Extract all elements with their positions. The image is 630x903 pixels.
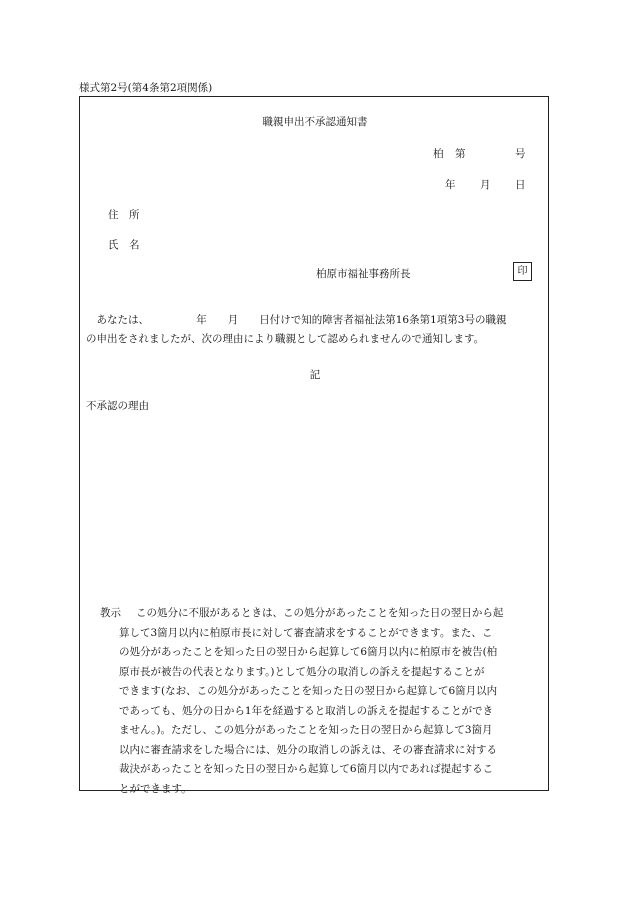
doc-number-dai: 第 <box>455 148 466 160</box>
notice-line: ません。)。ただし、この処分があったことを知った日の翌日から起算して3箇月 <box>119 724 493 736</box>
date-month: 月 <box>480 179 491 191</box>
body-line: あなたは、 年 月 日付けで知的障害者福祉法第16条第1項第3号の職親 <box>86 314 507 326</box>
name-label: 氏 名 <box>108 239 140 251</box>
notice-line <box>100 604 540 624</box>
notification-body <box>86 311 544 349</box>
notice-line: 裁決があったことを知った日の翌日から起算して6箇月以内であれば提起するこ <box>119 763 494 775</box>
form-caption: 様式第2号(第4条第2項関係) <box>79 82 213 94</box>
date-day: 日 <box>515 179 526 191</box>
document-title: 職親申出不承認通知書 <box>262 116 368 128</box>
notice-line: とができます。 <box>119 782 192 795</box>
date-year: 年 <box>445 179 456 191</box>
address-label: 住 所 <box>108 209 140 221</box>
notice-line: 算して3箇月以内に柏原市長に対して審査請求をすることができます。また、こ <box>119 626 493 639</box>
notice-line: できます(なお、この処分があったことを知った日の翌日から起算して6箇月以内 <box>119 685 498 697</box>
notice-line: であっても、処分の日から1年を経過すると取消しの訴えを提起することができ <box>119 704 494 717</box>
doc-number-prefix: 柏 <box>433 148 444 160</box>
document-frame <box>79 96 549 795</box>
notice-line: 原市長が被告の代表となります。)として処分の取消しの訴えを提起することが <box>119 665 485 678</box>
notice-line: の処分があったことを知った日の翌日から起算して6箇月以内に柏原市を被告(柏 <box>119 646 498 658</box>
seal-mark: 印 <box>513 262 532 281</box>
reason-label: 不承認の理由 <box>86 400 149 412</box>
ki-heading: 記 <box>309 369 321 381</box>
doc-number-go: 号 <box>515 148 526 160</box>
notice-line: 以内に審査請求をした場合には、処分の取消しの訴えは、その審査請求に対する <box>119 743 497 756</box>
notice-first-line: この処分に不服があるときは、この処分があったことを知った日の翌日から起 <box>136 607 504 619</box>
issuer-name: 柏原市福祉事務所長 <box>316 268 411 280</box>
body-line: の申出をされましたが、次の理由により職親として認められませんので通知します。 <box>86 333 485 345</box>
appeal-notice <box>100 604 540 799</box>
notice-prefix: 教示 <box>100 607 121 619</box>
